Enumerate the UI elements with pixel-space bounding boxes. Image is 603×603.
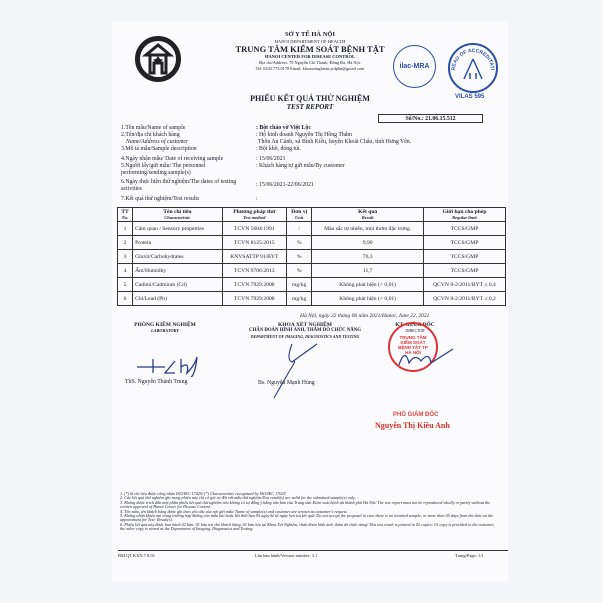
column-header-en: Result xyxy=(361,215,374,220)
table-cell: TCVN 7929:2008 xyxy=(222,278,286,292)
table-cell: Không phát hiện (< 0,01) xyxy=(312,278,424,292)
table-cell: 6 xyxy=(118,292,133,306)
lab-person: ThS. Nguyễn Thành Trung xyxy=(125,379,188,385)
vilas-label: VILAS 595 xyxy=(455,94,485,100)
dept-title-en: DEPARTMENT OF IMAGING, DIAGNOSTICS AND TESTING xyxy=(250,334,360,339)
info-label: 4.Ngày nhận mẫu/ Date of receiving sample xyxy=(121,156,224,162)
column-header-vi: Tên chỉ tiêu xyxy=(163,209,192,215)
column-header-vi: Phương pháp thử xyxy=(233,209,276,215)
table-cell: % xyxy=(286,250,311,264)
note-item: 2. Các kết quả thử nghiệm ghi trong phiếu này chỉ có giá trị đối với mẫu thử nghiệm/Test result(s) are valid for the submitted sample(s) only. xyxy=(120,495,356,501)
column-header-en: Regular limit xyxy=(452,215,477,220)
dept-person: Bs. Nguyễn Mạnh Hùng xyxy=(258,380,315,386)
column-header-en: Unit xyxy=(295,215,304,220)
report-title: PHIẾU KẾT QUẢ THỬ NGHIỆM xyxy=(250,94,370,103)
info-label: 7.Kết quả thử nghiệm/Test results xyxy=(121,196,200,202)
table-cell: / xyxy=(286,222,311,236)
deputy-name: Nguyễn Thị Kiều Anh xyxy=(375,421,450,430)
column-header-vi: Kết quả xyxy=(358,209,378,215)
table-cell: Protein xyxy=(133,236,223,250)
table-row xyxy=(118,264,506,278)
note-item: 4. Tên mẫu, tên khách hàng được ghi theo yêu cầu của nơi gửi mẫu/ Name of sample(s) and customer are written as customer's request. xyxy=(120,508,348,514)
table-cell: 9,90 xyxy=(312,236,424,250)
ilac-label: ilac-MRA xyxy=(399,63,430,70)
table-cell: KNVSATTP 91/BYT xyxy=(222,250,286,264)
boa-seal-mark xyxy=(464,59,482,79)
table-cell: TCCS/GMP xyxy=(423,222,505,236)
info-label: Name/Address of customer xyxy=(126,139,189,145)
table-cell: Màu sắc tự nhiên, mùi thơm đặc trưng. xyxy=(312,222,424,236)
boa-label: REAU OF ACCREDITATI xyxy=(450,47,496,71)
ministry-name: SỞ Y TẾ HÀ NỘI xyxy=(285,31,335,38)
note-item: 5. Không nhận khiếu nại trong trường hợp không còn mẫu lưu hoặc hết thời hạn 05 ngày kể từ ngày hẹn trả kết quả/ Do not accept the proposal in case there is no retained sample, or more than 05 days from the date on the appointment for Test- Result(s). xyxy=(120,513,494,523)
table-row xyxy=(118,250,506,264)
table-cell: 3 xyxy=(118,250,133,264)
results-table xyxy=(117,207,506,306)
info-label: 2.Tên/địa chỉ khách hàng xyxy=(121,132,180,138)
version-number: Lần ban hành/Version number: 3.1 xyxy=(255,553,318,558)
report-title-en: TEST REPORT xyxy=(286,103,334,111)
info-label: 3.Mô tả mẫu/Sample description xyxy=(121,146,197,152)
column-header-vi: Giới hạn cho phép xyxy=(442,209,487,215)
info-value: : xyxy=(256,196,258,202)
table-row xyxy=(118,236,506,250)
info-value: : 15/06/2021-22/06/2021 xyxy=(256,182,314,188)
column-header-vi: TT xyxy=(121,209,129,215)
column-header xyxy=(222,208,286,222)
column-header xyxy=(118,208,133,222)
note-item: 6. Phiếu kết quả này được ban hành 02 bản: 01 bản trả cho khách hàng, 01 bản lưu tại Khoa Xét Nghiệm, chẩn đoán hình ảnh, thăm dò chức năng/ This test result is printed in 02 copies: 01 copy is provided to the customer, the other copy is stored at the Department of Imaging, Diagnostics and Testing. xyxy=(120,521,495,532)
table-cell: 5 xyxy=(118,278,133,292)
lab-title-en: LABORATORY xyxy=(150,328,180,333)
director-title: KT. GIÁM ĐỐC xyxy=(395,322,435,328)
center-contact: Tel: 0243.773.0178 Email: khoaxetnghiem.ytdphn@gmail.com xyxy=(255,66,365,71)
deputy-title: PHÓ GIÁM ĐỐC xyxy=(393,412,439,418)
info-value: Thôn An Cảnh, xã Bình Kiều, huyện Khoái Châu, tỉnh Hưng Yên. xyxy=(258,139,412,145)
table-cell: QCVN 8-2:2011/BYT ≤ 0,2 xyxy=(423,292,505,306)
column-header-en: Characteristic xyxy=(164,215,191,220)
table-cell: Chì/Lead (Pb) xyxy=(133,292,223,306)
table-row xyxy=(118,222,506,236)
dept-signature xyxy=(262,340,322,400)
ministry-name-en: HANOI DEPARTMENT OF HEALTH xyxy=(274,39,346,44)
table-cell: mg/kg xyxy=(286,292,311,306)
column-header xyxy=(286,208,311,222)
info-value: : Bột cháo vờ Việt Lộc xyxy=(256,125,311,131)
center-name-en: HANOI CENTER FOR DISEASE CONTROL xyxy=(264,54,355,59)
footer-divider xyxy=(118,550,508,551)
table-cell: 76,3 xyxy=(312,250,424,264)
table-cell: TCVN 7929:2008 xyxy=(222,292,286,306)
table-cell: Ẩm/Humidity xyxy=(133,264,223,278)
info-value: : Khách hàng tự gửi mẫu/By customer xyxy=(256,163,345,169)
note-item: 3. Không được trích dẫn một phần phiếu kết quả thử nghiệm nếu không có sự đồng ý bằng văn bản của Trung tâm Kiểm soát bệnh tật thành phố Hà Nội/ The test report must not be reproduced wholly or partly without the written approval of Hanoi Center for Disease Control. xyxy=(120,499,491,510)
info-value: : 15/06/2021 xyxy=(256,156,286,162)
page-number: Trang/Page: 1/1 xyxy=(455,553,484,558)
lab-title: PHÒNG KIỂM NGHIỆM xyxy=(134,322,196,328)
hanoi-cdc-logo xyxy=(135,36,181,82)
column-header xyxy=(312,208,424,222)
table-cell: 2 xyxy=(118,236,133,250)
center-name: TRUNG TÂM KIỂM SOÁT BỆNH TẬT xyxy=(235,44,385,54)
boa-seal xyxy=(448,43,498,93)
table-cell: TCCS/GMP xyxy=(423,250,505,264)
info-label: 1.Tên mẫu/Name of sample xyxy=(121,125,186,131)
table-row xyxy=(118,278,506,292)
table-row xyxy=(118,292,506,306)
table-cell: mg/kg xyxy=(286,278,311,292)
table-cell: TCCS/GMP xyxy=(423,264,505,278)
table-cell: Cảm quan / Sensory properties xyxy=(133,222,223,236)
center-address: Địa chỉ/Address: 70 Nguyễn Chí Thanh, Đống Đa, Hà Nội. xyxy=(259,60,361,65)
note-item: 1. (*) là chỉ tiêu được công nhận ISO/IEC 17025/ (*) Characteristic recognized by ISO/IEC 17025 xyxy=(120,491,286,496)
table-cell: Không phát hiện (< 0,01) xyxy=(312,292,424,306)
table-cell: 11,7 xyxy=(312,264,424,278)
column-header xyxy=(423,208,505,222)
lab-signature xyxy=(135,355,205,377)
table-cell: TCVN 8125:2015 xyxy=(222,236,286,250)
table-cell: Gluxit/Carbohydrates xyxy=(133,250,223,264)
column-header-en: Test method xyxy=(243,215,266,220)
table-cell: TCVN 9706:2013 xyxy=(222,264,286,278)
table-cell: Cadimi/Cadmium (Cd) xyxy=(133,278,223,292)
notes xyxy=(120,492,500,532)
svg-text:BUREAU OF ACCREDITATION xyxy=(448,43,495,71)
table-cell: % xyxy=(286,264,311,278)
info-value: : Bột khô, đóng túi. xyxy=(256,146,302,152)
director-signature xyxy=(395,345,455,370)
column-header-vi: Đơn vị xyxy=(291,209,308,215)
column-header xyxy=(133,208,223,222)
table-cell: 4 xyxy=(118,264,133,278)
info-value: : Hộ kinh doanh Nguyễn Thị Hồng Thắm xyxy=(256,132,352,138)
boa-seal-ring xyxy=(448,43,498,93)
dept-title: KHOA XÉT NGHIỆM xyxy=(278,322,332,328)
table-cell: QCVN 8-2:2011/BYT ≤ 0,4 xyxy=(423,278,505,292)
table-header-row xyxy=(118,208,506,222)
ilac-mra-seal xyxy=(393,45,436,88)
table-cell: TCCS/GMP xyxy=(423,236,505,250)
info-label: 6.Ngày thực hiện thử nghiệm/The dates of testing activities xyxy=(121,179,237,192)
table-cell: % xyxy=(286,236,311,250)
report-number: Số/No.: 21.06.15.512 xyxy=(378,114,483,123)
date-line: Hà Nội, ngày 22 tháng 06 năm 2021/Hanoi, June 22, 2021 xyxy=(300,313,430,319)
table-cell: TCVN 5604:1991 xyxy=(222,222,286,236)
stamp-text: TRUNG TÂM KIỂM SOÁT BỆNH TẬT TP HÀ NỘI xyxy=(398,335,428,355)
table-cell: 1 xyxy=(118,222,133,236)
column-header-en: No. xyxy=(121,215,129,220)
director-title-en: DIRECTOR xyxy=(405,328,425,333)
dept-subtitle: CHẨN ĐOÁN HÌNH ẢNH, THĂM DÒ CHỨC NĂNG xyxy=(249,328,361,333)
form-code: BM.QT.KXN.7.8.01 xyxy=(118,553,156,558)
info-label: 5.Người lấy/gửi mẫu/ The personnel performing/sending sample(s) xyxy=(121,163,206,176)
